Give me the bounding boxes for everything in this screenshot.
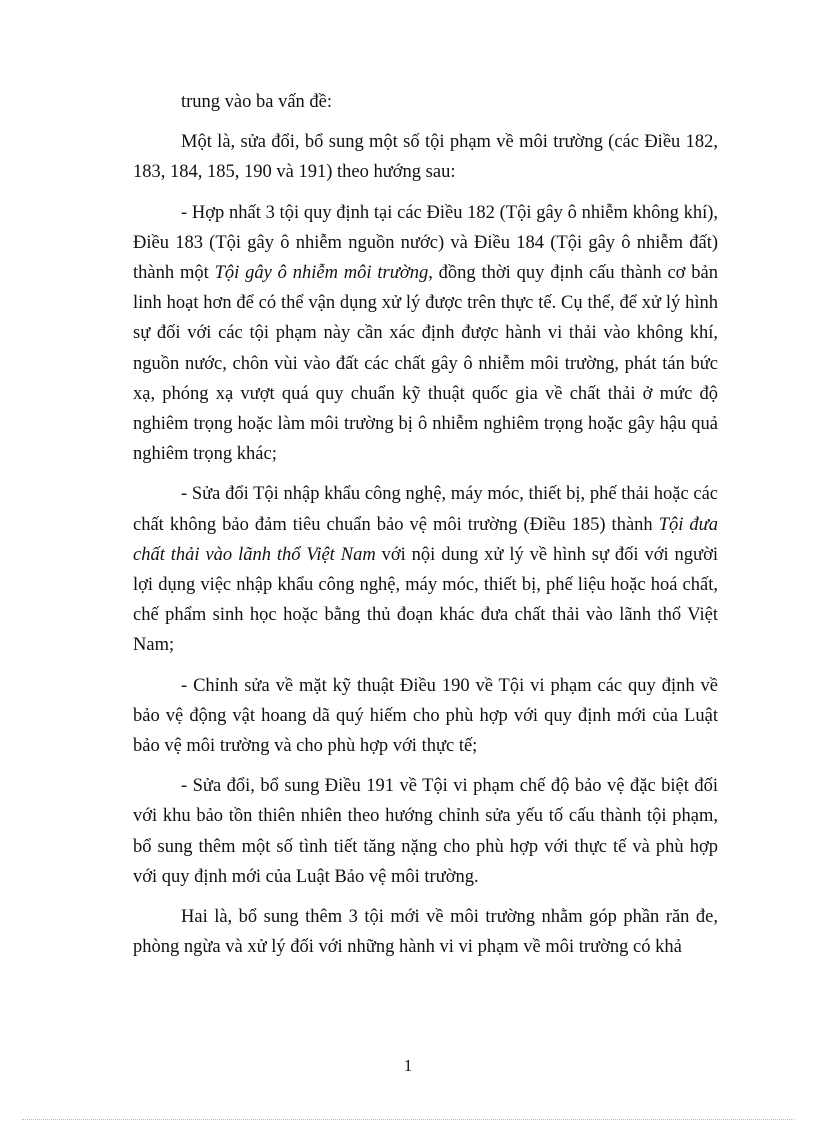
crime-name-pollution: Tội gây ô nhiễm môi trường <box>214 263 429 284</box>
paragraph-intro: trung vào ba vấn đề: <box>181 92 333 112</box>
paragraph-merge-crimes <box>133 198 718 470</box>
paragraph-waste-import-text-after: với nội dung xử lý về hình sự đối với người lợi dụng việc nhập khẩu công nghệ, máy móc, thiết bị, phế liệu hoặc hoá chất, chế phẩm sinh học hoặc bằng thủ đoạn khác đưa chất thải vào lãnh thổ Việt Nam; <box>133 544 718 656</box>
paragraph-merge-crimes-text-before: - Hợp nhất 3 tội quy định tại các Điều 182 (Tội gây ô nhiễm không khí), Điều 183 (Tội gây ô nhiễm nguồn nước) và Điều 184 (Tội gây ô nhiễm đất) thành một <box>133 202 718 284</box>
paragraph-waste-import <box>133 479 718 660</box>
crime-name-waste-import: Tội đưa chất thải vào lãnh thổ Việt Nam <box>133 514 718 565</box>
paragraph-point-two: Hai là, bổ sung thêm 3 tội mới về môi trường nhằm góp phần răn đe, phòng ngừa và xử lý đối với những hành vi vi phạm về môi trường có khả <box>133 907 718 958</box>
paragraph-merge-crimes-text-after: , đồng thời quy định cấu thành cơ bản linh hoạt hơn để có thể vận dụng xử lý được trên thực tế. Cụ thể, để xử lý hình sự đối với các tội phạm này cần xác định được hành vi thải vào không khí, nguồn nước, chôn vùi vào đất các chất gây ô nhiễm môi trường, phát tán bức xạ, phóng xạ vượt quá quy chuẩn kỹ thuật quốc gia về chất thải ở mức độ nghiêm trọng hoặc làm môi trường bị ô nhiễm nghiêm trọng hoặc gây hậu quả nghiêm trọng khác; <box>133 263 719 465</box>
paragraph-waste-import-text-before: - Sửa đổi Tội nhập khẩu công nghệ, máy móc, thiết bị, phế thải hoặc các chất không bảo đảm tiêu chuẩn bảo vệ môi trường (Điều 185) thành <box>133 484 718 535</box>
paragraph-point-one: Một là, sửa đổi, bổ sung một số tội phạm về môi trường (các Điều 182, 183, 184, 185, 190 và 191) theo hướng sau: <box>133 132 718 183</box>
page-bottom-divider <box>22 1119 794 1120</box>
paragraph-article-190: - Chỉnh sửa về mặt kỹ thuật Điều 190 về Tội vi phạm các quy định về bảo vệ động vật hoang dã quý hiếm cho phù hợp với quy định mới của Luật bảo vệ môi trường và cho phù hợp với thực tế; <box>133 675 718 757</box>
paragraph-article-191: - Sửa đổi, bổ sung Điều 191 về Tội vi phạm chế độ bảo vệ đặc biệt đối với khu bảo tồn thiên nhiên theo hướng chỉnh sửa yếu tố cấu thành tội phạm, bổ sung thêm một số tình tiết tăng nặng cho phù hợp với thực tế và phù hợp với quy định mới của Luật Bảo vệ môi trường. <box>133 776 718 887</box>
document-body <box>133 87 718 972</box>
page-number: 1 <box>403 1056 413 1075</box>
